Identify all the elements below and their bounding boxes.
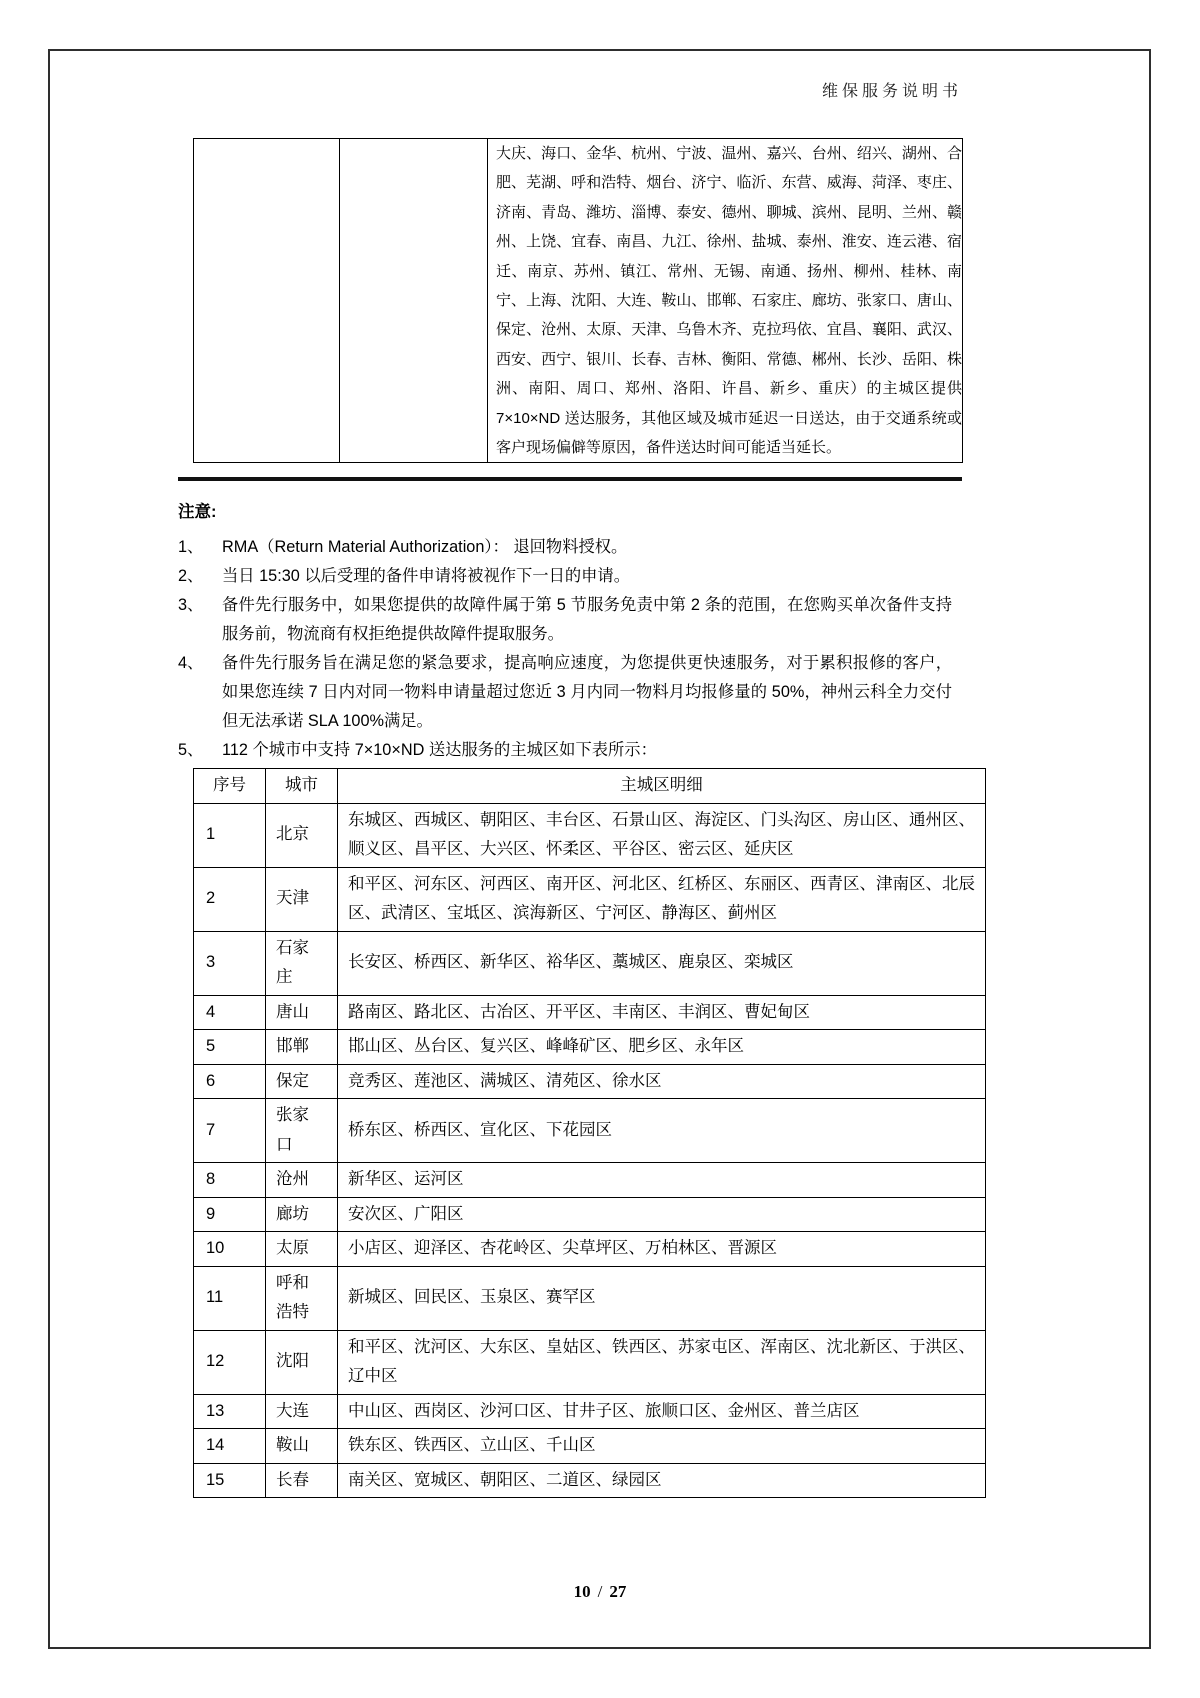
districts-cell: 桥东区、桥西区、宣化区、下花园区: [338, 1099, 986, 1163]
row-number-cell: 4: [194, 995, 266, 1030]
notice-item-number: 5、: [178, 741, 204, 759]
districts-cell: 铁东区、铁西区、立山区、千山区: [338, 1429, 986, 1464]
header-no: 序号: [194, 769, 266, 804]
districts-cell: 中山区、西岗区、沙河口区、甘井子区、旅顺口区、金州区、普兰店区: [338, 1394, 986, 1429]
page-number-total: 27: [609, 1582, 627, 1601]
table-row: [194, 1266, 986, 1330]
city-cell: 张家口: [266, 1099, 338, 1163]
notice-item-text: 备件先行服务中，如果您提供的故障件属于第 5 节服务免责中第 2 条的范围，在您购买单次备件支持服务前，物流商有权拒绝提供故障件提取服务。: [222, 596, 952, 643]
notice-title: 注意:: [178, 503, 217, 521]
table-row: [194, 1463, 986, 1498]
continuation-table: [193, 138, 963, 463]
notice-list: [178, 533, 956, 765]
table-row: [194, 1429, 986, 1464]
districts-cell: 长安区、桥西区、新华区、裕华区、藁城区、鹿泉区、栾城区: [338, 931, 986, 995]
header-districts: 主城区明细: [338, 769, 986, 804]
row-number-cell: 13: [194, 1394, 266, 1429]
page-number-separator: /: [597, 1582, 603, 1601]
table-row: [194, 1394, 986, 1429]
section-divider: [178, 477, 962, 481]
row-number-cell: 3: [194, 931, 266, 995]
row-number-cell: 7: [194, 1099, 266, 1163]
city-cell: 天津: [266, 867, 338, 931]
districts-cell: 和平区、沈河区、大东区、皇姑区、铁西区、苏家屯区、浑南区、沈北新区、于洪区、辽中区: [338, 1330, 986, 1394]
table-row: [194, 1163, 986, 1198]
row-number-cell: 11: [194, 1266, 266, 1330]
city-cell: 廊坊: [266, 1197, 338, 1232]
city-cell: 沧州: [266, 1163, 338, 1198]
row-number-cell: 9: [194, 1197, 266, 1232]
city-cell: 唐山: [266, 995, 338, 1030]
doc-header-title: 维保服务说明书: [821, 83, 962, 100]
continuation-empty-cell-2: [340, 139, 488, 463]
row-number-cell: 2: [194, 867, 266, 931]
row-number-cell: 5: [194, 1030, 266, 1065]
notice-item-number: 2、: [178, 567, 204, 585]
page-number-current: 10: [573, 1582, 591, 1601]
city-cell: 邯郸: [266, 1030, 338, 1065]
table-row: [194, 867, 986, 931]
city-cell: 石家庄: [266, 931, 338, 995]
header-city: 城市: [266, 769, 338, 804]
notice-item: [178, 591, 956, 649]
districts-cell: 邯山区、丛台区、复兴区、峰峰矿区、肥乡区、永年区: [338, 1030, 986, 1065]
table-row: [194, 931, 986, 995]
row-number-cell: 12: [194, 1330, 266, 1394]
table-row: [194, 995, 986, 1030]
city-cell: 保定: [266, 1064, 338, 1099]
city-cell: 沈阳: [266, 1330, 338, 1394]
continuation-row: [194, 139, 963, 463]
city-cell: 太原: [266, 1232, 338, 1267]
row-number-cell: 1: [194, 803, 266, 867]
districts-table: [193, 768, 986, 1498]
notice-item-number: 1、: [178, 538, 204, 556]
table-row: [194, 1330, 986, 1394]
districts-cell: 新华区、运河区: [338, 1163, 986, 1198]
districts-cell: 新城区、回民区、玉泉区、赛罕区: [338, 1266, 986, 1330]
table-row: [194, 1197, 986, 1232]
notice-item: [178, 562, 956, 591]
city-cell: 大连: [266, 1394, 338, 1429]
notice-item-number: 3、: [178, 596, 204, 614]
notice-item-text: 112 个城市中支持 7×10×ND 送达服务的主城区如下表所示：: [222, 741, 657, 759]
city-cell: 呼和浩特: [266, 1266, 338, 1330]
row-number-cell: 10: [194, 1232, 266, 1267]
row-number-cell: 8: [194, 1163, 266, 1198]
districts-cell: 路南区、路北区、古冶区、开平区、丰南区、丰润区、曹妃甸区: [338, 995, 986, 1030]
page-footer: [0, 1582, 1200, 1602]
table-row: [194, 1232, 986, 1267]
districts-cell: 南关区、宽城区、朝阳区、二道区、绿园区: [338, 1463, 986, 1498]
table-row: [194, 803, 986, 867]
city-cell: 北京: [266, 803, 338, 867]
table-row: [194, 1030, 986, 1065]
table-header-row: [194, 769, 986, 804]
notice-item: [178, 649, 956, 736]
table-row: [194, 1099, 986, 1163]
districts-cell: 和平区、河东区、河西区、南开区、河北区、红桥区、东丽区、西青区、津南区、北辰区、武清区、宝坻区、滨海新区、宁河区、静海区、蓟州区: [338, 867, 986, 931]
districts-cell: 竞秀区、莲池区、满城区、清苑区、徐水区: [338, 1064, 986, 1099]
city-cell: 长春: [266, 1463, 338, 1498]
districts-cell: 东城区、西城区、朝阳区、丰台区、石景山区、海淀区、门头沟区、房山区、通州区、顺义区、昌平区、大兴区、怀柔区、平谷区、密云区、延庆区: [338, 803, 986, 867]
districts-cell: 小店区、迎泽区、杏花岭区、尖草坪区、万柏林区、晋源区: [338, 1232, 986, 1267]
notice-item-text: 备件先行服务旨在满足您的紧急要求，提高响应速度，为您提供更快速服务，对于累积报修的客户，如果您连续 7 日内对同一物料申请量超过您近 3 月内同一物料月均报修量的 50%，神州云科全力交付但无法承诺 SLA 100%满足。: [222, 654, 952, 730]
notice-item-text: 当日 15:30 以后受理的备件申请将被视作下一日的申请。: [222, 567, 630, 585]
notice-item-text: RMA（Return Material Authorization）： 退回物料授权。: [222, 538, 628, 556]
continuation-empty-cell-1: [194, 139, 340, 463]
notice-item: [178, 533, 956, 562]
row-number-cell: 6: [194, 1064, 266, 1099]
districts-cell: 安次区、广阳区: [338, 1197, 986, 1232]
row-number-cell: 15: [194, 1463, 266, 1498]
notice-item: [178, 736, 956, 765]
table-row: [194, 1064, 986, 1099]
notice-item-number: 4、: [178, 654, 204, 672]
city-cell: 鞍山: [266, 1429, 338, 1464]
continuation-cities-cell: 大庆、海口、金华、杭州、宁波、温州、嘉兴、台州、绍兴、湖州、合肥、芜湖、呼和浩特、烟台、济宁、临沂、东营、威海、菏泽、枣庄、济南、青岛、潍坊、淄博、泰安、德州、聊城、滨州、昆明、兰州、赣州、上饶、宜春、南昌、九江、徐州、盐城、泰州、淮安、连云港、宿迁、南京、苏州、镇江、常州、无锡、南通、扬州、柳州、桂林、南宁、上海、沈阳、大连、鞍山、邯郸、石家庄、廊坊、张家口、唐山、保定、沧州、太原、天津、乌鲁木齐、克拉玛依、宜昌、襄阳、武汉、西安、西宁、银川、长春、吉林、衡阳、常德、郴州、长沙、岳阳、株洲、南阳、周口、郑州、洛阳、许昌、新乡、重庆）的主城区提供 7×10×ND 送达服务，其他区域及城市延迟一日送达，由于交通系统或客户现场偏僻等原因，备件送达时间可能适当延长。: [488, 139, 963, 463]
row-number-cell: 14: [194, 1429, 266, 1464]
